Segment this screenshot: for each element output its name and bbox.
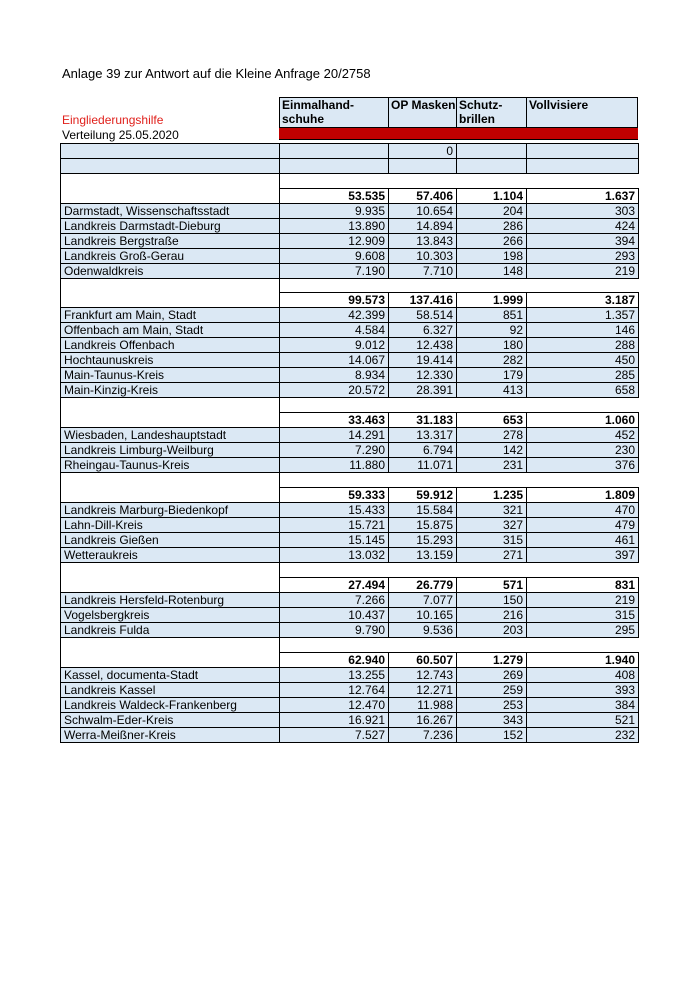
total-value-cell: 33.463 <box>280 413 389 428</box>
value-cell: 231 <box>457 458 527 473</box>
region-total-row <box>61 293 639 308</box>
spacer-cell <box>527 473 639 488</box>
district-cell: Darmstadt, Wissenschaftsstadt <box>61 203 280 218</box>
total-label-cell <box>61 577 280 592</box>
value-cell: 408 <box>527 667 639 682</box>
district-cell: Landkreis Offenbach <box>61 338 280 353</box>
spacer-cell <box>280 398 389 413</box>
total-value-cell: 571 <box>457 577 527 592</box>
value-cell: 14.067 <box>280 353 389 368</box>
total-label-cell <box>61 413 280 428</box>
spacer-cell <box>61 473 280 488</box>
table-row <box>61 159 639 174</box>
value-cell: 286 <box>457 218 527 233</box>
spacer-cell <box>457 637 527 652</box>
value-cell: 232 <box>527 727 639 742</box>
value-cell: 521 <box>527 712 639 727</box>
value-cell: 152 <box>457 727 527 742</box>
table-row <box>61 712 639 727</box>
value-cell: 12.909 <box>280 233 389 248</box>
table-row <box>61 218 639 233</box>
table-row <box>61 622 639 637</box>
value-cell: 14.894 <box>389 218 457 233</box>
value-cell: 12.764 <box>280 682 389 697</box>
value-cell: 12.330 <box>389 368 457 383</box>
column-header-line: schuhe <box>282 112 325 126</box>
spacer-cell <box>61 637 280 652</box>
value-cell: 180 <box>457 338 527 353</box>
value-cell: 343 <box>457 712 527 727</box>
spacer-cell <box>280 278 389 293</box>
district-cell: Landkreis Bergstraße <box>61 233 280 248</box>
value-cell: 12.271 <box>389 682 457 697</box>
column-header-line: OP Masken <box>391 98 456 112</box>
total-value-cell: 1.809 <box>527 487 639 502</box>
value-cell: 295 <box>527 622 639 637</box>
value-cell: 285 <box>527 368 639 383</box>
table-row <box>61 233 639 248</box>
spacer-cell <box>527 278 639 293</box>
table-row <box>61 697 639 712</box>
district-cell: Landkreis Darmstadt-Dieburg <box>61 218 280 233</box>
distribution-table <box>60 143 639 743</box>
spacer-cell <box>61 173 280 188</box>
value-cell: 253 <box>457 697 527 712</box>
value-cell: 11.988 <box>389 697 457 712</box>
total-value-cell: 27.494 <box>280 577 389 592</box>
district-cell: Landkreis Fulda <box>61 622 280 637</box>
total-value-cell: 99.573 <box>280 293 389 308</box>
value-cell: 142 <box>457 443 527 458</box>
column-header-visors <box>526 97 638 127</box>
total-value-cell: 59.912 <box>389 487 457 502</box>
value-cell: 303 <box>527 203 639 218</box>
spacer-row <box>61 398 639 413</box>
table-row <box>61 428 639 443</box>
column-header-line: Einmalhand- <box>282 98 355 112</box>
table-row <box>61 368 639 383</box>
value-cell: 230 <box>527 443 639 458</box>
table-row <box>61 592 639 607</box>
spacer-cell <box>457 473 527 488</box>
total-value-cell: 26.779 <box>389 577 457 592</box>
value-cell: 7.266 <box>280 592 389 607</box>
table-row <box>61 443 639 458</box>
region-total-row <box>61 652 639 667</box>
district-cell: Landkreis Limburg-Weilburg <box>61 443 280 458</box>
spacer-cell <box>61 562 280 577</box>
spacer-row <box>61 173 639 188</box>
district-cell: Offenbach am Main, Stadt <box>61 323 280 338</box>
value-cell: 219 <box>527 592 639 607</box>
value-cell <box>457 144 527 159</box>
value-cell: 9.935 <box>280 203 389 218</box>
spacer-cell <box>389 473 457 488</box>
value-cell: 7.290 <box>280 443 389 458</box>
value-cell: 271 <box>457 547 527 562</box>
value-cell: 266 <box>457 233 527 248</box>
value-cell: 7.190 <box>280 263 389 278</box>
spacer-cell <box>527 173 639 188</box>
spacer-cell <box>61 398 280 413</box>
value-cell: 16.267 <box>389 712 457 727</box>
value-cell <box>527 159 639 174</box>
region-total-row <box>61 413 639 428</box>
district-cell: Landkreis Waldeck-Frankenberg <box>61 697 280 712</box>
value-cell: 6.327 <box>389 323 457 338</box>
header-red-bar <box>279 127 638 140</box>
total-value-cell: 1.279 <box>457 652 527 667</box>
district-cell <box>61 144 280 159</box>
total-label-cell <box>61 652 280 667</box>
table-header <box>60 97 638 145</box>
value-cell: 13.159 <box>389 547 457 562</box>
district-cell: Landkreis Hersfeld-Rotenburg <box>61 592 280 607</box>
value-cell: 384 <box>527 697 639 712</box>
value-cell: 397 <box>527 547 639 562</box>
district-cell: Vogelsbergkreis <box>61 607 280 622</box>
spacer-cell <box>389 562 457 577</box>
value-cell: 13.255 <box>280 667 389 682</box>
value-cell: 19.414 <box>389 353 457 368</box>
value-cell: 10.654 <box>389 203 457 218</box>
value-cell: 10.165 <box>389 607 457 622</box>
table-row <box>61 308 639 323</box>
value-cell: 0 <box>389 144 457 159</box>
column-header-line: Schutz- <box>459 98 503 112</box>
region-total-row <box>61 188 639 203</box>
value-cell: 203 <box>457 622 527 637</box>
value-cell: 851 <box>457 308 527 323</box>
spacer-cell <box>389 398 457 413</box>
value-cell: 6.794 <box>389 443 457 458</box>
value-cell: 15.145 <box>280 532 389 547</box>
value-cell: 4.584 <box>280 323 389 338</box>
value-cell: 278 <box>457 428 527 443</box>
value-cell: 15.293 <box>389 532 457 547</box>
spacer-cell <box>527 398 639 413</box>
district-cell: Schwalm-Eder-Kreis <box>61 712 280 727</box>
value-cell: 198 <box>457 248 527 263</box>
district-cell: Werra-Meißner-Kreis <box>61 727 280 742</box>
value-cell: 14.291 <box>280 428 389 443</box>
value-cell: 7.710 <box>389 263 457 278</box>
total-value-cell: 31.183 <box>389 413 457 428</box>
total-label-cell <box>61 487 280 502</box>
value-cell: 327 <box>457 517 527 532</box>
value-cell: 42.399 <box>280 308 389 323</box>
region-total-row <box>61 577 639 592</box>
value-cell: 12.743 <box>389 667 457 682</box>
region-total-row <box>61 487 639 502</box>
spacer-cell <box>389 173 457 188</box>
value-cell: 8.934 <box>280 368 389 383</box>
value-cell: 1.357 <box>527 308 639 323</box>
spacer-cell <box>389 278 457 293</box>
district-cell: Main-Kinzig-Kreis <box>61 383 280 398</box>
spacer-row <box>61 278 639 293</box>
value-cell: 321 <box>457 502 527 517</box>
value-cell: 12.438 <box>389 338 457 353</box>
value-cell: 204 <box>457 203 527 218</box>
value-cell: 10.437 <box>280 607 389 622</box>
value-cell: 12.470 <box>280 697 389 712</box>
spacer-cell <box>527 562 639 577</box>
district-cell: Main-Taunus-Kreis <box>61 368 280 383</box>
value-cell: 393 <box>527 682 639 697</box>
value-cell: 376 <box>527 458 639 473</box>
value-cell: 424 <box>527 218 639 233</box>
table-body <box>61 144 639 743</box>
table-row <box>61 353 639 368</box>
total-value-cell: 59.333 <box>280 487 389 502</box>
district-cell: Rheingau-Taunus-Kreis <box>61 458 280 473</box>
total-label-cell <box>61 293 280 308</box>
value-cell: 282 <box>457 353 527 368</box>
document-title: Anlage 39 zur Antwort auf die Kleine Anfrage 20/2758 <box>62 66 371 81</box>
column-header-masks <box>388 97 456 127</box>
value-cell: 7.236 <box>389 727 457 742</box>
value-cell: 15.584 <box>389 502 457 517</box>
district-cell: Odenwaldkreis <box>61 263 280 278</box>
value-cell: 179 <box>457 368 527 383</box>
table-row <box>61 607 639 622</box>
spacer-cell <box>280 173 389 188</box>
value-cell: 92 <box>457 323 527 338</box>
total-value-cell: 57.406 <box>389 188 457 203</box>
table-row <box>61 667 639 682</box>
value-cell: 15.875 <box>389 517 457 532</box>
spacer-cell <box>457 278 527 293</box>
total-value-cell: 62.940 <box>280 652 389 667</box>
district-cell: Landkreis Groß-Gerau <box>61 248 280 263</box>
table-row <box>61 532 639 547</box>
spacer-cell <box>457 173 527 188</box>
total-value-cell: 831 <box>527 577 639 592</box>
value-cell: 11.880 <box>280 458 389 473</box>
total-value-cell: 60.507 <box>389 652 457 667</box>
spacer-cell <box>527 637 639 652</box>
total-label-cell <box>61 188 280 203</box>
spacer-cell <box>457 562 527 577</box>
column-header-gloves <box>279 97 388 127</box>
value-cell <box>389 159 457 174</box>
table-row <box>61 338 639 353</box>
value-cell: 269 <box>457 667 527 682</box>
value-cell: 13.032 <box>280 547 389 562</box>
value-cell: 58.514 <box>389 308 457 323</box>
district-cell: Wiesbaden, Landeshauptstadt <box>61 428 280 443</box>
district-cell: Landkreis Kassel <box>61 682 280 697</box>
value-cell: 15.433 <box>280 502 389 517</box>
total-value-cell: 1.999 <box>457 293 527 308</box>
value-cell: 150 <box>457 592 527 607</box>
value-cell: 13.317 <box>389 428 457 443</box>
district-cell: Wetteraukreis <box>61 547 280 562</box>
district-cell: Hochtaunuskreis <box>61 353 280 368</box>
value-cell: 9.608 <box>280 248 389 263</box>
value-cell <box>280 159 389 174</box>
value-cell: 9.012 <box>280 338 389 353</box>
value-cell: 479 <box>527 517 639 532</box>
value-cell: 13.890 <box>280 218 389 233</box>
value-cell: 20.572 <box>280 383 389 398</box>
value-cell: 461 <box>527 532 639 547</box>
total-value-cell: 3.187 <box>527 293 639 308</box>
table-row <box>61 383 639 398</box>
table-row <box>61 502 639 517</box>
total-value-cell: 1.060 <box>527 413 639 428</box>
spacer-row <box>61 473 639 488</box>
value-cell: 315 <box>457 532 527 547</box>
column-header-line: brillen <box>459 112 496 126</box>
column-header-line: Vollvisiere <box>529 98 589 112</box>
column-header-goggles <box>456 97 526 127</box>
table-row <box>61 458 639 473</box>
value-cell: 148 <box>457 263 527 278</box>
section-label: Eingliederungshilfe <box>62 113 164 127</box>
district-cell: Frankfurt am Main, Stadt <box>61 308 280 323</box>
table-row <box>61 203 639 218</box>
table-row <box>61 263 639 278</box>
district-cell: Lahn-Dill-Kreis <box>61 517 280 532</box>
value-cell: 10.303 <box>389 248 457 263</box>
total-value-cell: 1.637 <box>527 188 639 203</box>
value-cell: 9.790 <box>280 622 389 637</box>
value-cell: 219 <box>527 263 639 278</box>
value-cell: 28.391 <box>389 383 457 398</box>
spacer-cell <box>389 637 457 652</box>
spacer-row <box>61 637 639 652</box>
table-row <box>61 547 639 562</box>
spacer-cell <box>280 562 389 577</box>
total-value-cell: 53.535 <box>280 188 389 203</box>
value-cell: 16.921 <box>280 712 389 727</box>
total-value-cell: 653 <box>457 413 527 428</box>
total-value-cell: 1.940 <box>527 652 639 667</box>
value-cell: 7.527 <box>280 727 389 742</box>
value-cell <box>280 144 389 159</box>
value-cell: 288 <box>527 338 639 353</box>
table-row <box>61 144 639 159</box>
value-cell: 413 <box>457 383 527 398</box>
value-cell: 146 <box>527 323 639 338</box>
spacer-cell <box>457 398 527 413</box>
total-value-cell: 1.104 <box>457 188 527 203</box>
value-cell: 216 <box>457 607 527 622</box>
table-row <box>61 682 639 697</box>
spacer-row <box>61 562 639 577</box>
value-cell: 470 <box>527 502 639 517</box>
district-cell: Landkreis Gießen <box>61 532 280 547</box>
district-cell <box>61 159 280 174</box>
spacer-cell <box>280 473 389 488</box>
value-cell: 259 <box>457 682 527 697</box>
value-cell: 394 <box>527 233 639 248</box>
value-cell <box>457 159 527 174</box>
total-value-cell: 137.416 <box>389 293 457 308</box>
table-row <box>61 248 639 263</box>
distribution-date: Verteilung 25.05.2020 <box>62 128 179 142</box>
value-cell: 9.536 <box>389 622 457 637</box>
value-cell: 452 <box>527 428 639 443</box>
spacer-cell <box>61 278 280 293</box>
value-cell <box>527 144 639 159</box>
district-cell: Landkreis Marburg-Biedenkopf <box>61 502 280 517</box>
total-value-cell: 1.235 <box>457 487 527 502</box>
value-cell: 13.843 <box>389 233 457 248</box>
value-cell: 450 <box>527 353 639 368</box>
table-row <box>61 323 639 338</box>
value-cell: 7.077 <box>389 592 457 607</box>
district-cell: Kassel, documenta-Stadt <box>61 667 280 682</box>
table-row <box>61 517 639 532</box>
value-cell: 11.071 <box>389 458 457 473</box>
table-row <box>61 727 639 742</box>
value-cell: 293 <box>527 248 639 263</box>
value-cell: 15.721 <box>280 517 389 532</box>
value-cell: 315 <box>527 607 639 622</box>
value-cell: 658 <box>527 383 639 398</box>
spacer-cell <box>280 637 389 652</box>
